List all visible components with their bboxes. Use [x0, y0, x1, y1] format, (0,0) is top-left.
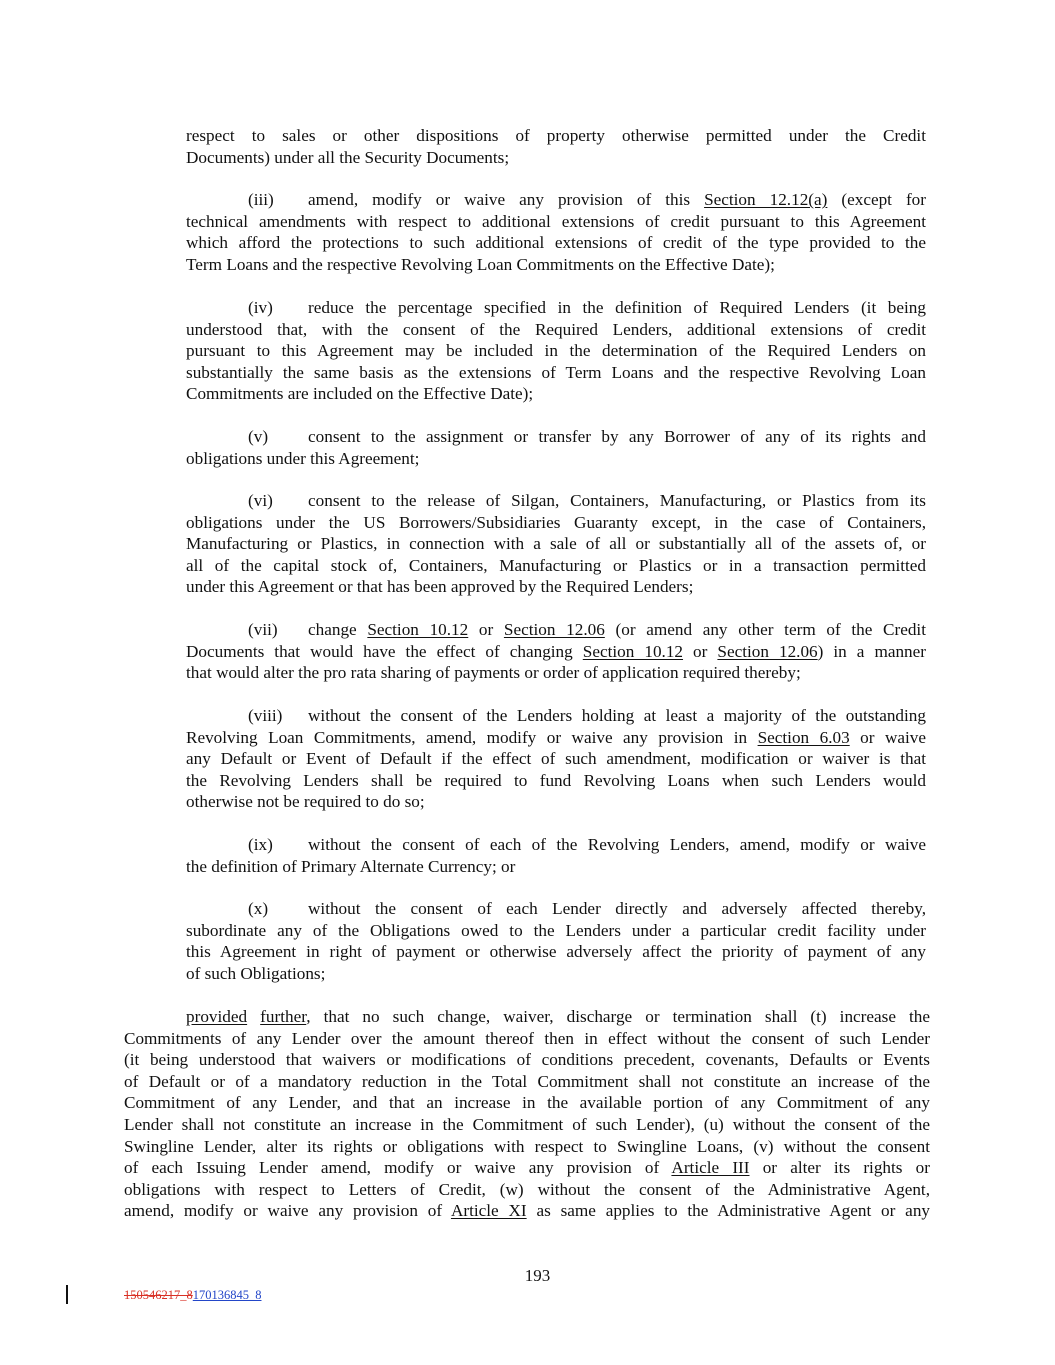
intro-paragraph: [186, 125, 926, 168]
text-line: Documents) under all the Security Documents;: [186, 147, 510, 167]
clause-number: (viii): [248, 706, 283, 725]
clause-v: (v) consent to the assignment or transfer by any Borrower of any of its rights and obligations under this Agreement;: [186, 427, 926, 468]
inserted-doc-id: 170136845_8: [192, 1288, 262, 1302]
clause-vii: (vii) change Section 10.12 or Section 12.06 (or amend any other term of the Credit Documents that would have the effect of changing Section 10.12 or Section 12.06) in a manner that would alter the pro rata sharing of payments or order of application required thereby;: [186, 620, 926, 683]
article-reference[interactable]: Article III: [671, 1158, 750, 1178]
clause-iii: (iii) amend, modify or waive any provision of this Section 12.12(a) (except for technical amendments with respect to additional extensions of credit pursuant to this Agreement which afford the protections to such additional extensions of credit of the type provided to the Term Loans and the respective Revolving Loan Commitments on the Effective Date);: [186, 190, 926, 274]
section-reference[interactable]: Section 12.06: [503, 620, 605, 639]
section-reference[interactable]: Section 10.12: [582, 641, 684, 661]
clause-number: (vi): [248, 491, 273, 510]
clause-number: (iii): [248, 190, 274, 209]
page-number: 193: [524, 1266, 551, 1285]
text-line: respect to sales or other dispositions of property otherwise permitted under the Credit: [186, 126, 926, 145]
change-bar: [66, 1285, 68, 1304]
clause-ix: (ix) without the consent of each of the Revolving Lenders, amend, modify or waive the definition of Primary Alternate Currency; or: [186, 835, 926, 876]
clause-number: (iv): [248, 298, 273, 317]
clause-viii: (viii) without the consent of the Lenders holding at least a majority of the outstanding Revolving Loan Commitments, amend, modify or waive any provision in Section 6.03 or waive any Default or Event of Default if the effect of such amendment, modification or waiver is that the Revolving Lenders shall be required to fund Revolving Loans when such Lenders would otherwise not be required to do so;: [186, 706, 927, 812]
clause-vi: (vi) consent to the release of Silgan, Containers, Manufacturing, or Plastics from its obligations under the US Borrowers/Subsidiaries Guaranty except, in the case of Containers, Manufacturing or Plastics, in connection with a sale of all or substantially all of the assets of, or all of the capital stock of, Containers, Manufacturing or Plastics or in a transaction permitted under this Agreement or that has been approved by the Required Lenders;: [186, 491, 926, 597]
section-reference[interactable]: Section 10.12: [367, 620, 469, 639]
proviso-term: provided: [186, 1007, 248, 1026]
article-reference[interactable]: Article XI: [450, 1201, 527, 1221]
clause-number: (v): [248, 427, 269, 446]
proviso-term: further: [260, 1007, 307, 1026]
section-reference[interactable]: Section 12.12(a): [704, 190, 828, 209]
section-reference[interactable]: Section 6.03: [757, 727, 850, 747]
section-reference[interactable]: Section 12.06: [717, 641, 818, 661]
clause-number: (ix): [248, 835, 273, 854]
proviso-paragraph: provided further, that no such change, waiver, discharge or termination shall (t) increase the Commitments of any Lender over the amount thereof then in effect without the consent of such Lender (it being understood that waivers or modifications of conditions precedent, covenants, Defaults or Events of Default or of a mandatory reduction in the Total Commitment shall not constitute an increase of the Commitment of any Lender, and that an increase in the available portion of any Commitment of any Lender shall not constitute an increase in the Commitment of such Lender), (u) without the consent of the Swingline Lender, alter its rights or obligations with respect to Swingline Loans, (v) without the consent of each Issuing Lender amend, modify or waive any provision of Article III or alter its rights or obligations with respect to Letters of Credit, (w) without the consent of the Administrative Agent, amend, modify or waive any provision of Article XI as same applies to the Administrative Agent or any: [124, 1007, 931, 1221]
document-footer-id: [124, 1288, 262, 1303]
clause-x: (x) without the consent of each Lender directly and adversely affected thereby, subordinate any of the Obligations owed to the Lenders under a particular credit facility under this Agreement in right of payment or otherwise adversely affect the priority of payment of any of such Obligations;: [186, 899, 926, 983]
deleted-doc-id: 150546217_8: [124, 1288, 193, 1302]
clause-iv: (iv) reduce the percentage specified in the definition of Required Lenders (it being understood that, with the consent of the Required Lenders, additional extensions of credit pursuant to this Agreement may be included in the determination of the Required Lenders on substantially the same basis as the extensions of Term Loans and the respective Revolving Loan Commitments are included on the Effective Date);: [186, 298, 926, 404]
clause-number: (vii): [248, 620, 278, 639]
clause-number: (x): [248, 899, 269, 918]
